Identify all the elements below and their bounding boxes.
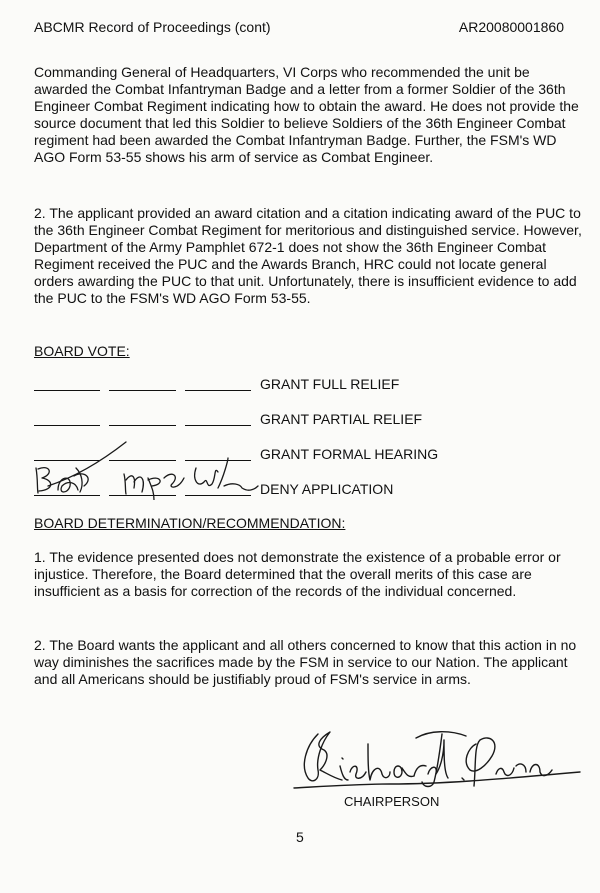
docket-number: AR20080001860 [458, 19, 564, 35]
paragraph-continuation: Commanding General of Headquarters, VI Corps who recommended the unit be awarded the Combat Infantryman Badge and a letter from a former Soldier of the 36th Engineer Combat Regiment indicating how to obtain the award. He does not provide the source document that led this Soldier to believe Soldiers of the 36th Engineer Combat regiment had been awarded the Combat Infantryman Badge. Further, the FSM's WD AGO Form 53-55 shows his arm of service as Combat Engineer. [34, 64, 579, 165]
paragraph-item-2: 2. The applicant provided an award citation and a citation indicating award of the PUC to the 36th Engineer Combat Regiment for meritorious and distinguished service. However, Department of the Army Pamphlet 672-1 does not show the 36th Engineer Combat Regiment received the PUC and the Awards Branch, HRC could not locate general orders awarding the PUC to that unit. Unfortunately, there is insufficient evidence to add the PUC to the FSM's WD AGO Form 53-55. [34, 205, 582, 306]
vote-option-label: DENY APPLICATION [260, 481, 394, 497]
header-title: ABCMR Record of Proceedings (cont) [34, 19, 271, 35]
board-member-initials [28, 438, 278, 500]
vote-blank [185, 390, 251, 391]
vote-blank [109, 425, 176, 426]
determination-item-1: 1. The evidence presented does not demonstrate the existence of a probable error or injustice. Therefore, the Board determined that the overall merits of this case are insufficient as a basis for correction of the records of the individual concerned. [34, 549, 561, 599]
vote-blank [34, 390, 100, 391]
chairperson-label: CHAIRPERSON [344, 794, 440, 809]
vote-blank [34, 425, 100, 426]
board-vote-heading: BOARD VOTE: [34, 343, 130, 359]
vote-blank [109, 390, 176, 391]
vote-blank [185, 425, 251, 426]
determination-item-2: 2. The Board wants the applicant and all others concerned to know that this action in no way diminishes the sacrifices made by the FSM in service to our Nation. The applicant and all Americans should be justifiably proud of FSM's service in arms. [34, 637, 577, 687]
vote-option-label: GRANT FULL RELIEF [260, 376, 400, 392]
determination-heading: BOARD DETERMINATION/RECOMMENDATION: [34, 515, 346, 531]
vote-option-label: GRANT FORMAL HEARING [260, 446, 439, 462]
page-number: 5 [296, 829, 304, 845]
chairperson-signature [290, 716, 590, 798]
vote-option-label: GRANT PARTIAL RELIEF [260, 411, 423, 427]
